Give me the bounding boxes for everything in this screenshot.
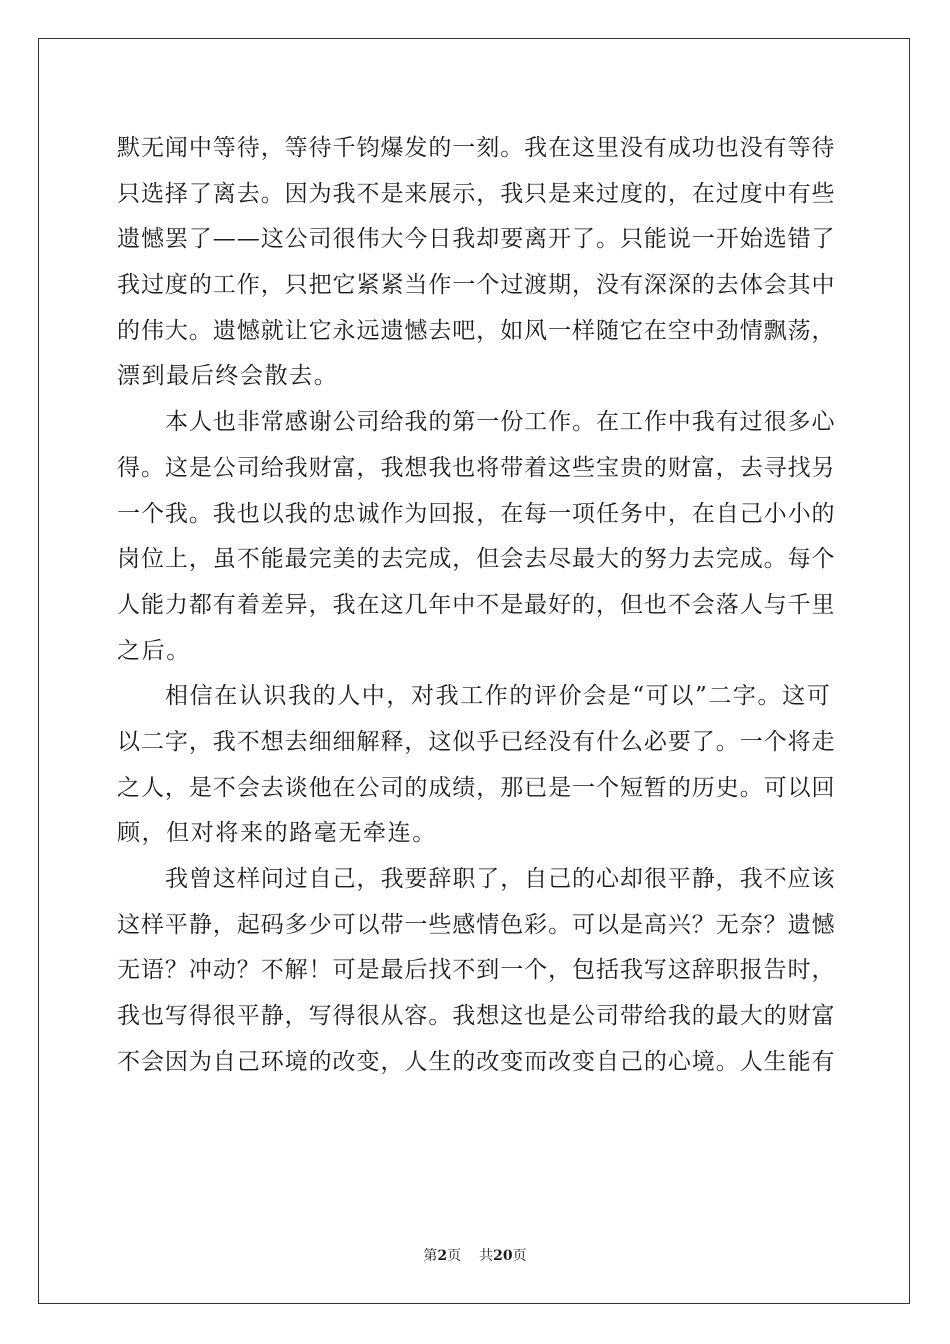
text-line: 我曾这样问过自己，我要辞职了，自己的心却很平静，我不应该 [165,866,836,892]
text-line: 这样平静，起码多少可以带一些感情色彩。可以是高兴？无奈？遗憾 [117,911,836,938]
text-line: 我也写得很平静，写得很从容。我想这也是公司带给我的最大的财富 [117,1003,836,1030]
text-line: 顾，但对将来的路毫无牵连。 [117,820,437,847]
text-line: 岗位上，虽不能最完美的去完成，但会去尽最大的努力去完成。每个 [117,546,836,573]
text-line: 本人也非常感谢公司给我的第一份工作。在工作中我有过很多心 [165,409,836,436]
text-line: 只选择了离去。因为我不是来展示，我只是来过度的，在过度中有些 [117,180,836,207]
total-pages: 20 [493,1248,513,1264]
text-line: 人能力都有着差异，我在这几年中不是最好的，但也不会落人与千里 [117,591,836,618]
text-line: 得。这是公司给我财富，我想我也将带着这些宝贵的财富，去寻找另 [117,454,836,481]
text-line: 我过度的工作，只把它紧紧当作一个过渡期，没有深深的去体会其中 [117,272,836,299]
text-line: 默无闻中等待，等待千钧爆发的一刻。我在这里没有成功也没有等待 [117,135,836,161]
page-suffix: 页 [447,1248,462,1264]
text-line: 之人，是不会去谈他在公司的成绩，那已是一个短暂的历史。可以回 [117,774,836,801]
page-prefix: 第 [423,1248,438,1264]
text-line: 的伟大。遗憾就让它永远遗憾去吧，如风一样随它在空中劲情飘荡， [117,317,836,344]
page-footer [0,1245,950,1265]
text-line: 无语？冲动？不解！可是最后找不到一个，包括我写这辞职报告时， [117,957,836,984]
text-line: 相信在认识我的人中，对我工作的评价会是“可以”二字。这可 [165,683,832,710]
text-line: 遗憾罢了——这公司很伟大今日我却要离开了。只能说一开始选错了 [117,226,836,253]
text-line: 之后。 [117,637,191,664]
text-line: 一个我。我也以我的忠诚作为回报，在每一项任务中，在自己小小的 [117,500,836,527]
page-number: 2 [437,1248,448,1264]
text-line: 不会因为自己环境的改变，人生的改变而改变自己的心境。人生能有 [117,1048,836,1075]
text-line: 漂到最后终会散去。 [117,363,339,390]
text-line: 以二字，我不想去细细解释，这似乎已经没有什么必要了。一个将走 [117,728,836,755]
total-suffix: 页 [512,1248,527,1264]
total-prefix: 共 [479,1248,494,1264]
document-body [117,126,837,1085]
